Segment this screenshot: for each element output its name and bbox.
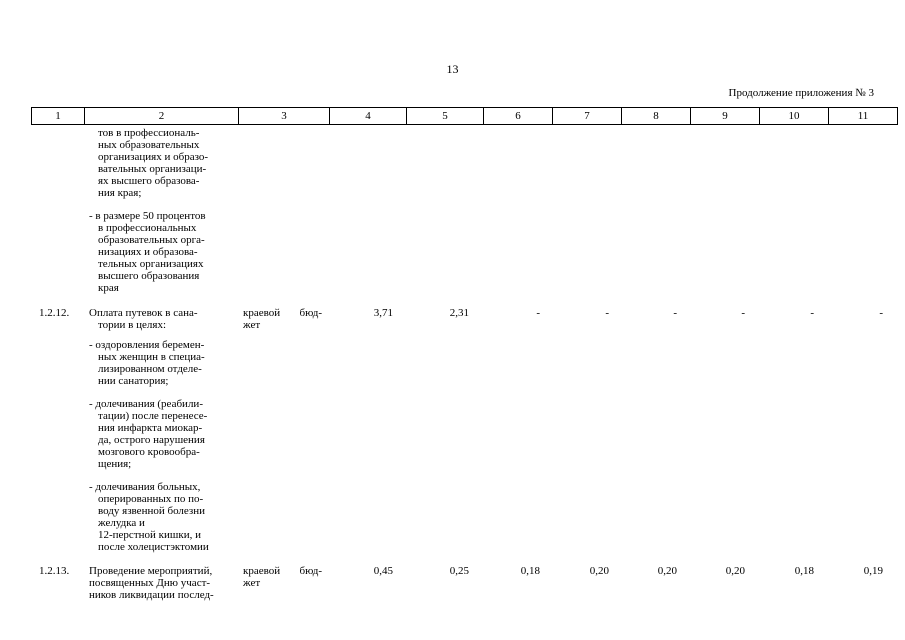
row-title-line: Проведение мероприятий, xyxy=(89,565,213,577)
header-col-5: 5 xyxy=(407,108,484,125)
funding-source-word: краевой xyxy=(243,307,281,319)
text-line: края xyxy=(98,282,119,294)
row-code: 1.2.13. xyxy=(39,565,70,577)
header-col-10: 10 xyxy=(760,108,829,125)
text-line: в профессиональных xyxy=(98,222,197,234)
row-title-line: Оплата путевок в сана- xyxy=(89,307,198,319)
header-col-8: 8 xyxy=(622,108,691,125)
header-col-11: 11 xyxy=(829,108,898,125)
row-title-line: ников ликвидации послед- xyxy=(89,589,214,601)
header-col-7: 7 xyxy=(553,108,622,125)
text-line: тов в профессиональ- xyxy=(98,127,200,139)
text-line: нии санатория; xyxy=(98,375,169,387)
text-line: ных женщин в специа- xyxy=(98,351,205,363)
funding-source xyxy=(243,566,323,589)
text-line: после холецистэктомии xyxy=(98,541,209,553)
header-col-9: 9 xyxy=(691,108,760,125)
row-title-line: тории в целях: xyxy=(98,319,167,331)
header-col-1: 1 xyxy=(32,108,85,125)
funding-source-word: краевой xyxy=(243,565,281,577)
value-col-4: 3,71 xyxy=(373,307,393,319)
text-line: низациях и образова- xyxy=(98,246,198,258)
value-col-8: 0,20 xyxy=(657,565,677,577)
value-col-10: 0,18 xyxy=(794,565,814,577)
text-line: - долечивания (реабили- xyxy=(89,398,203,410)
text-line: воду язвенной болезни xyxy=(98,505,206,517)
text-line: оперированных по по- xyxy=(98,493,204,505)
row-title-line: посвященных Дню участ- xyxy=(89,577,211,589)
text-line: ния инфаркта миокар- xyxy=(98,422,203,434)
text-line: 12-перстной кишки, и xyxy=(98,529,201,541)
text-line: ных образовательных xyxy=(98,139,200,151)
text-line: образовательных орга- xyxy=(98,234,205,246)
value-col-6: 0,18 xyxy=(520,565,540,577)
funding-source-word: жет xyxy=(243,576,261,589)
text-line: вательных организаци- xyxy=(98,163,207,175)
value-col-11: 0,19 xyxy=(863,565,883,577)
funding-source xyxy=(243,308,323,331)
text-line: щения; xyxy=(98,458,132,470)
value-col-7: 0,20 xyxy=(589,565,609,577)
row-code: 1.2.12. xyxy=(39,307,70,319)
header-col-4: 4 xyxy=(330,108,407,125)
continuation-label: Продолжение приложения № 3 xyxy=(728,87,874,99)
header-col-3: 3 xyxy=(239,108,330,125)
value-col-4: 0,45 xyxy=(373,565,393,577)
text-line: желудка и xyxy=(98,517,145,529)
page-number: 13 xyxy=(446,62,459,76)
text-line: - в размере 50 процентов xyxy=(89,210,206,222)
text-line: - оздоровления беремен- xyxy=(89,339,205,351)
value-col-5: 2,31 xyxy=(449,307,469,319)
funding-source-word: бюд- xyxy=(299,307,322,319)
header-col-6: 6 xyxy=(484,108,553,125)
text-line: мозгового кровообра- xyxy=(98,446,200,458)
header-col-2: 2 xyxy=(85,108,239,125)
value-col-7: - xyxy=(605,307,609,319)
funding-source-word: бюд- xyxy=(299,565,322,577)
value-col-11: - xyxy=(879,307,883,319)
text-line: ния края; xyxy=(98,187,142,199)
value-col-6: - xyxy=(536,307,540,319)
value-col-9: 0,20 xyxy=(725,565,745,577)
text-line: ях высшего образова- xyxy=(98,175,200,187)
funding-source-word: жет xyxy=(243,318,261,331)
value-col-9: - xyxy=(741,307,745,319)
text-line: тации) после перенесе- xyxy=(98,410,208,422)
text-line: организациях и образо- xyxy=(98,151,209,163)
text-line: лизированном отделе- xyxy=(98,363,202,375)
text-line: - долечивания больных, xyxy=(89,481,201,493)
text-line: тельных организациях xyxy=(98,258,204,270)
value-col-10: - xyxy=(810,307,814,319)
text-line: да, острого нарушения xyxy=(98,434,205,446)
value-col-8: - xyxy=(673,307,677,319)
value-col-5: 0,25 xyxy=(449,565,469,577)
text-line: высшего образования xyxy=(98,270,200,282)
